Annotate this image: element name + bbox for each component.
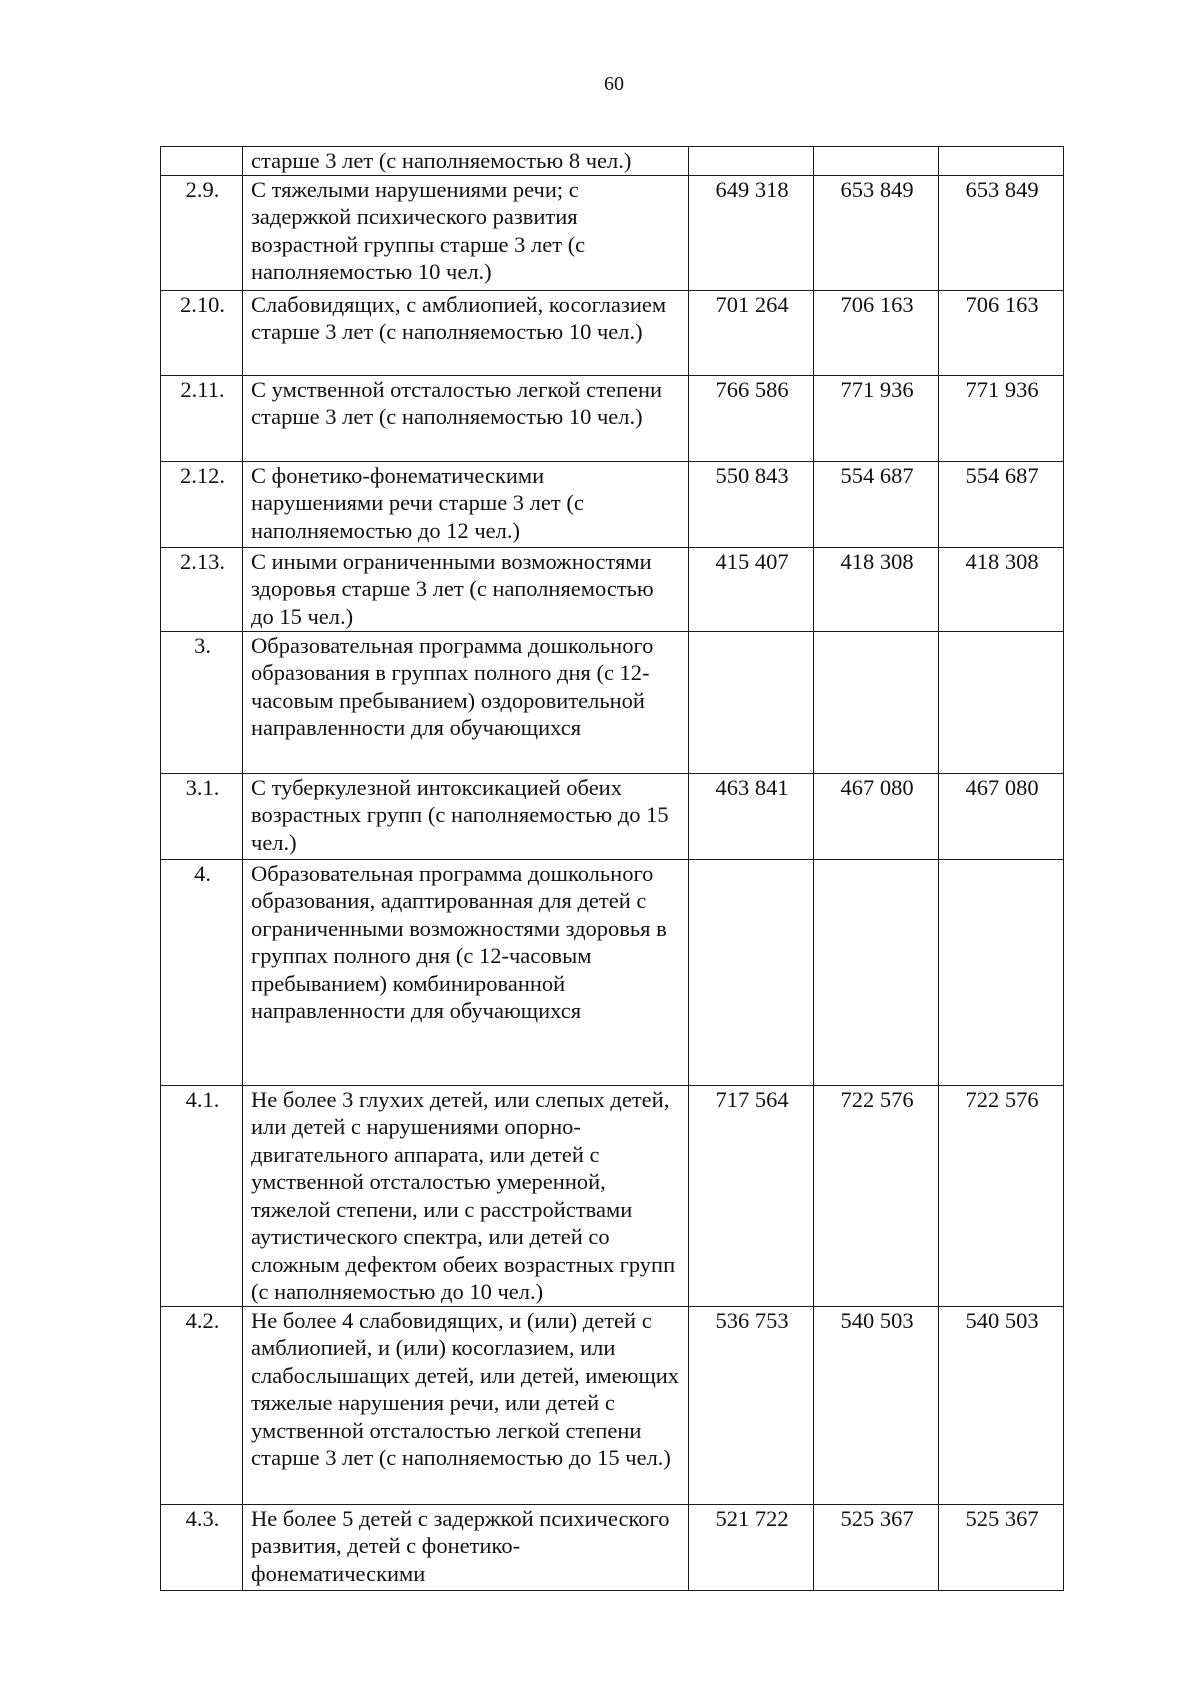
row-value-1: 649 318 bbox=[689, 175, 814, 290]
row-number: 2.12. bbox=[161, 461, 243, 547]
row-value-3: 722 576 bbox=[939, 1085, 1064, 1306]
row-value-3: 653 849 bbox=[939, 175, 1064, 290]
row-description: Не более 4 слабовидящих, и (или) детей с амблиопией, и (или) косоглазием, или слабослышащих детей, или детей, имеющих тяжелые нарушения речи, или детей с умственной отсталостью легкой степени старше 3 лет (с наполняемостью до 15 чел.) bbox=[243, 1306, 689, 1504]
row-value-3: 706 163 bbox=[939, 290, 1064, 375]
row-value-2: 706 163 bbox=[814, 290, 939, 375]
row-value-1: 717 564 bbox=[689, 1085, 814, 1306]
table-row bbox=[161, 773, 1064, 859]
row-number: 4.1. bbox=[161, 1085, 243, 1306]
row-value-2: 722 576 bbox=[814, 1085, 939, 1306]
row-value-1: 550 843 bbox=[689, 461, 814, 547]
row-value-1: 701 264 bbox=[689, 290, 814, 375]
row-number bbox=[161, 147, 243, 176]
row-value-1 bbox=[689, 631, 814, 773]
table-row bbox=[161, 859, 1064, 1085]
row-number: 4.3. bbox=[161, 1504, 243, 1590]
row-description: С фонетико-фонематическими нарушениями речи старше 3 лет (с наполняемостью до 12 чел.) bbox=[243, 461, 689, 547]
table-row bbox=[161, 147, 1064, 176]
row-value-3: 554 687 bbox=[939, 461, 1064, 547]
table-row bbox=[161, 631, 1064, 773]
row-value-3 bbox=[939, 631, 1064, 773]
table-row bbox=[161, 461, 1064, 547]
row-number: 2.10. bbox=[161, 290, 243, 375]
row-number: 2.11. bbox=[161, 375, 243, 461]
row-value-2: 418 308 bbox=[814, 547, 939, 631]
row-number: 2.13. bbox=[161, 547, 243, 631]
row-value-1: 536 753 bbox=[689, 1306, 814, 1504]
row-description: С иными ограниченными возможностями здоровья старше 3 лет (с наполняемостью до 15 чел.) bbox=[243, 547, 689, 631]
row-value-1: 521 722 bbox=[689, 1504, 814, 1590]
row-value-3: 540 503 bbox=[939, 1306, 1064, 1504]
row-value-1 bbox=[689, 859, 814, 1085]
row-value-3: 525 367 bbox=[939, 1504, 1064, 1590]
table-row bbox=[161, 290, 1064, 375]
table-row bbox=[161, 1085, 1064, 1306]
row-value-3: 467 080 bbox=[939, 773, 1064, 859]
row-description: Слабовидящих, с амблиопией, косоглазием старше 3 лет (с наполняемостью 10 чел.) bbox=[243, 290, 689, 375]
table-row bbox=[161, 1306, 1064, 1504]
row-description: С тяжелыми нарушениями речи; с задержкой психического развития возрастной группы старше 3 лет (с наполняемостью 10 чел.) bbox=[243, 175, 689, 290]
row-value-1 bbox=[689, 147, 814, 176]
row-value-2 bbox=[814, 631, 939, 773]
row-value-2: 467 080 bbox=[814, 773, 939, 859]
row-value-2: 554 687 bbox=[814, 461, 939, 547]
row-number: 3.1. bbox=[161, 773, 243, 859]
row-number: 3. bbox=[161, 631, 243, 773]
row-value-1: 463 841 bbox=[689, 773, 814, 859]
row-value-1: 766 586 bbox=[689, 375, 814, 461]
row-description: Не более 5 детей с задержкой психического развития, детей с фонетико-фонематическими bbox=[243, 1504, 689, 1590]
row-value-2 bbox=[814, 859, 939, 1085]
row-number: 4. bbox=[161, 859, 243, 1085]
table-row bbox=[161, 1504, 1064, 1590]
row-description: Образовательная программа дошкольного образования в группах полного дня (с 12-часовым пребыванием) оздоровительной направленности для обучающихся bbox=[243, 631, 689, 773]
row-value-3 bbox=[939, 859, 1064, 1085]
row-value-2: 540 503 bbox=[814, 1306, 939, 1504]
row-value-3: 771 936 bbox=[939, 375, 1064, 461]
row-value-2: 653 849 bbox=[814, 175, 939, 290]
row-description: Образовательная программа дошкольного образования, адаптированная для детей с ограниченными возможностями здоровья в группах полного дня (с 12-часовым пребыванием) комбинированной направленности для обучающихся bbox=[243, 859, 689, 1085]
table-row bbox=[161, 175, 1064, 290]
row-value-2 bbox=[814, 147, 939, 176]
table-row bbox=[161, 547, 1064, 631]
row-number: 4.2. bbox=[161, 1306, 243, 1504]
row-description: С умственной отсталостью легкой степени старше 3 лет (с наполняемостью 10 чел.) bbox=[243, 375, 689, 461]
table-row bbox=[161, 375, 1064, 461]
row-value-3: 418 308 bbox=[939, 547, 1064, 631]
tariff-table bbox=[160, 146, 1064, 1591]
row-description: С туберкулезной интоксикацией обеих возрастных групп (с наполняемостью до 15 чел.) bbox=[243, 773, 689, 859]
row-description: Не более 3 глухих детей, или слепых детей, или детей с нарушениями опорно-двигательного аппарата, или детей с умственной отсталостью умеренной, тяжелой степени, или с расстройствами аутистического спектра, или детей со сложным дефектом обеих возрастных групп (с наполняемостью до 10 чел.) bbox=[243, 1085, 689, 1306]
page-number: 60 bbox=[604, 73, 624, 95]
row-value-2: 771 936 bbox=[814, 375, 939, 461]
row-value-3 bbox=[939, 147, 1064, 176]
row-value-1: 415 407 bbox=[689, 547, 814, 631]
row-description: старше 3 лет (с наполняемостью 8 чел.) bbox=[243, 147, 689, 176]
row-number: 2.9. bbox=[161, 175, 243, 290]
row-value-2: 525 367 bbox=[814, 1504, 939, 1590]
